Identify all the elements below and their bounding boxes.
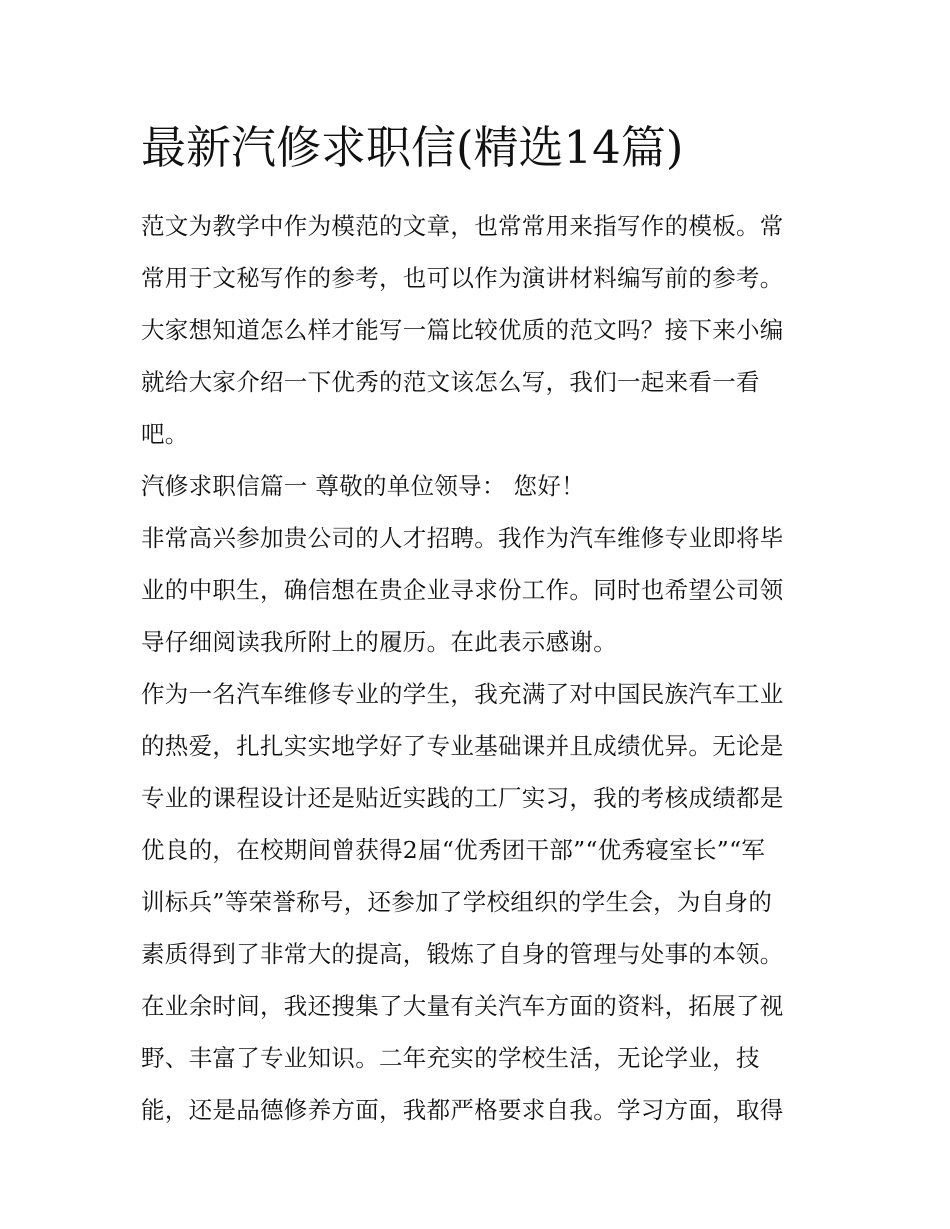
text-line: 专业的课程设计还是贴近实践的工厂实习，我的考核成绩都是 <box>141 784 784 812</box>
text-line: 就给大家介绍一下优秀的范文该怎么写，我们一起来看一看 <box>141 368 760 396</box>
section-heading-line: 汽修求职信篇一 尊敬的单位领导： 您好！ <box>141 472 585 500</box>
text-line: 能，还是品德修养方面，我都严格要求自我。学习方面，取得 <box>141 1096 784 1124</box>
text-line: 常用于文秘写作的参考，也可以作为演讲材料编写前的参考。 <box>141 264 784 292</box>
document-body <box>141 200 813 1136</box>
text-line: 素质得到了非常大的提高，锻炼了自身的管理与处事的本领。 <box>141 940 784 968</box>
text-line: 大家想知道怎么样才能写一篇比较优质的范文吗？接下来小编 <box>141 316 784 344</box>
text-line: 范文为教学中作为模范的文章，也常常用来指写作的模板。常 <box>141 212 784 240</box>
document-content <box>141 112 813 1136</box>
text-line: 在业余时间，我还搜集了大量有关汽车方面的资料，拓展了视 <box>141 992 784 1020</box>
text-line: 非常高兴参加贵公司的人才招聘。我作为汽车维修专业即将毕 <box>141 524 784 552</box>
text-line: 作为一名汽车维修专业的学生，我充满了对中国民族汽车工业 <box>141 680 784 708</box>
text-line: 优良的，在校期间曾获得2届“优秀团干部”“优秀寝室长”“军 <box>141 836 766 864</box>
text-line: 训标兵”等荣誉称号，还参加了学校组织的学生会，为自身的 <box>141 888 773 916</box>
document-title: 最新汽修求职信(精选14篇) <box>141 121 684 174</box>
text-line: 野、丰富了专业知识。二年充实的学校生活，无论学业，技 <box>141 1044 760 1072</box>
text-line: 业的中职生，确信想在贵企业寻求份工作。同时也希望公司领 <box>141 576 784 604</box>
text-line: 吧。 <box>141 420 189 448</box>
text-line: 的热爱，扎扎实实地学好了专业基础课并且成绩优异。无论是 <box>141 732 784 760</box>
text-line: 导仔细阅读我所附上的履历。在此表示感谢。 <box>141 628 617 656</box>
